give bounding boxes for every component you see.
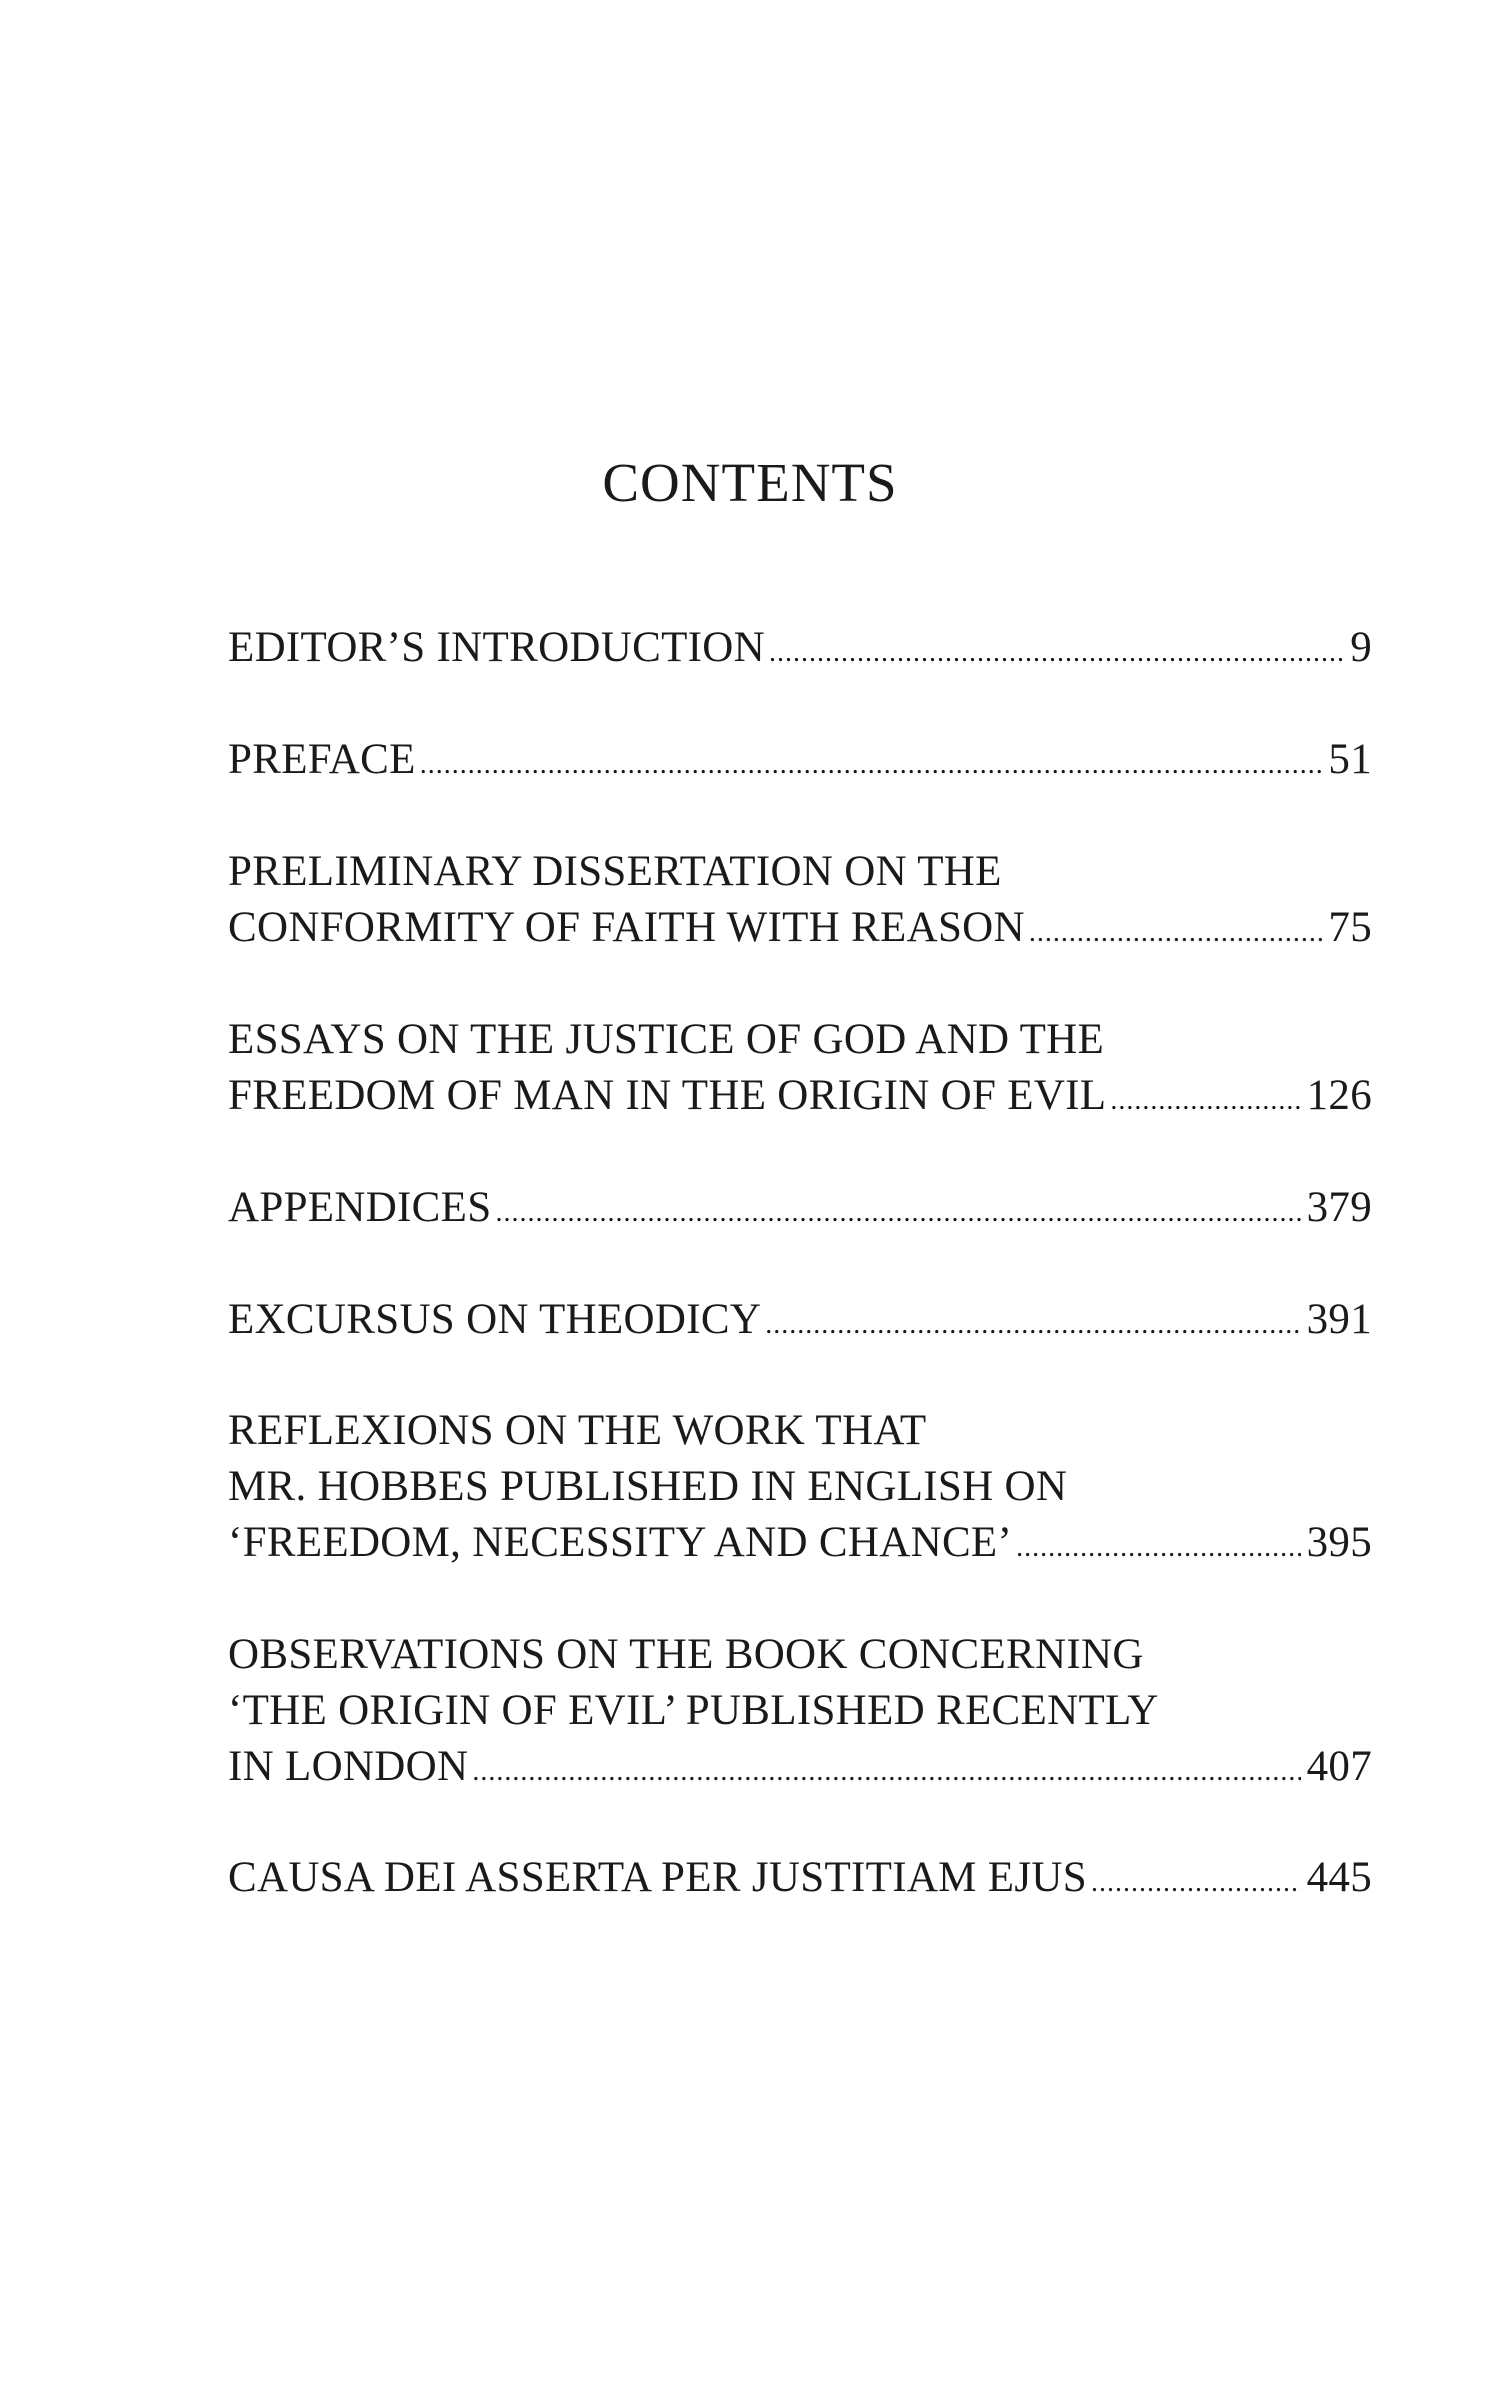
dot-leader — [1029, 905, 1323, 961]
toc-page-number: 395 — [1306, 1519, 1372, 1566]
toc-entry — [228, 1292, 1372, 1353]
toc-entry-line — [228, 1068, 1372, 1129]
toc-entry-line — [228, 620, 1372, 681]
toc-page-number: 51 — [1328, 736, 1372, 783]
toc-entry — [228, 1012, 1372, 1129]
toc-entry-title: FREEDOM OF MAN IN THE ORIGIN OF EVIL — [228, 1072, 1107, 1119]
toc-entry-title: ‘THE ORIGIN OF EVIL’ PUBLISHED RECENTLY — [228, 1687, 1159, 1734]
toc-entry — [228, 732, 1372, 793]
toc-entry-title: REFLEXIONS ON THE WORK THAT — [228, 1407, 927, 1454]
dot-leader — [1091, 1855, 1301, 1911]
toc-entry — [228, 1180, 1372, 1241]
dot-leader — [1110, 1073, 1300, 1129]
toc-entry-title: MR. HOBBES PUBLISHED IN ENGLISH ON — [228, 1463, 1068, 1510]
toc-entry-title: OBSERVATIONS ON THE BOOK CONCERNING — [228, 1631, 1144, 1678]
page-title: CONTENTS — [602, 452, 898, 513]
toc-page-number: 407 — [1306, 1743, 1372, 1790]
toc-entry-title: EXCURSUS ON THEODICY — [228, 1296, 762, 1343]
toc-page-number: 379 — [1306, 1184, 1372, 1231]
dot-leader — [495, 1185, 1300, 1241]
toc-entry-line — [228, 732, 1372, 793]
dot-leader — [1016, 1520, 1300, 1576]
toc-entry — [228, 1850, 1372, 1911]
toc-page-number: 9 — [1350, 624, 1372, 671]
toc-entry-title: PRELIMINARY DISSERTATION ON THE — [228, 848, 1002, 895]
dot-leader — [769, 625, 1344, 681]
dot-leader — [420, 737, 1323, 793]
toc-entry-line — [228, 1739, 1372, 1800]
toc-entry-title: IN LONDON — [228, 1743, 469, 1790]
toc-page-number: 126 — [1306, 1072, 1372, 1119]
toc-entry — [228, 844, 1372, 961]
toc-entry-title: ‘FREEDOM, NECESSITY AND CHANCE’ — [228, 1519, 1013, 1566]
toc-entry-line — [228, 1515, 1372, 1576]
dot-leader — [765, 1297, 1300, 1353]
toc-page-number: 445 — [1306, 1854, 1372, 1901]
toc-entry — [228, 620, 1372, 681]
toc-page-number: 75 — [1328, 904, 1372, 951]
toc-entry-line — [228, 1292, 1372, 1353]
toc-entry-title: CONFORMITY OF FAITH WITH REASON — [228, 904, 1025, 951]
toc-entry — [228, 1627, 1372, 1800]
toc-entry-title: PREFACE — [228, 736, 416, 783]
toc-entry-line — [228, 1180, 1372, 1241]
dot-leader — [472, 1744, 1300, 1800]
toc-entry-line — [228, 900, 1372, 961]
toc-entry — [228, 1403, 1372, 1576]
toc-page-number: 391 — [1306, 1296, 1372, 1343]
toc-entry-title: APPENDICES — [228, 1184, 492, 1231]
toc-entry-title: EDITOR’S INTRODUCTION — [228, 624, 765, 671]
toc-entry-line — [228, 1850, 1372, 1911]
toc-entry-title: ESSAYS ON THE JUSTICE OF GOD AND THE — [228, 1016, 1105, 1063]
toc-entry-title: CAUSA DEI ASSERTA PER JUSTITIAM EJUS — [228, 1854, 1087, 1901]
